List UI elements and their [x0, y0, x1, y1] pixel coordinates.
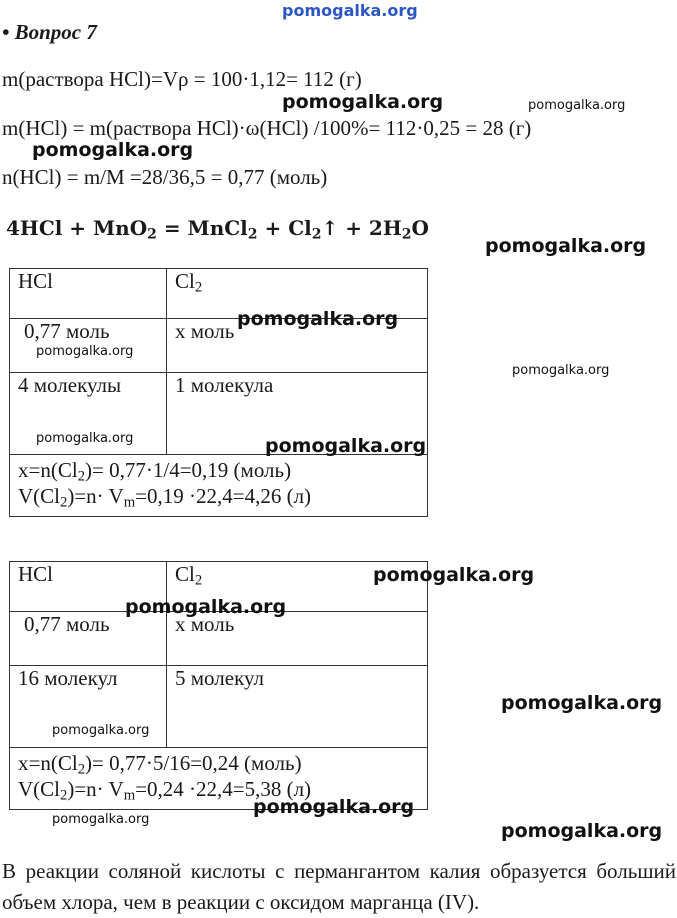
- watermark: pomogalka.org: [36, 431, 134, 446]
- formula-line-2: $V(Cl_2)=n\cdot V_m=0,24 \cdot 22,4=5,38$ (л): [18, 777, 312, 804]
- watermark: pomogalka.org: [32, 139, 194, 161]
- formula-line-1: $x=n(Cl_2)= 0,77\cdot 1/4=0,19$ (моль): [18, 458, 292, 485]
- watermark: pomogalka.org: [512, 363, 610, 378]
- equation-part: + Cl: [257, 216, 312, 240]
- watermark: pomogalka.org: [282, 91, 444, 113]
- table-formula-cell: [10, 455, 428, 517]
- watermark: pomogalka.org: [52, 723, 150, 738]
- table-header-hcl: HCl: [10, 269, 167, 319]
- subscript: 2: [147, 226, 157, 243]
- watermark: pomogalka.org: [501, 692, 663, 714]
- subscript: 2: [311, 226, 322, 243]
- subscript: 2: [247, 226, 258, 243]
- watermark: pomogalka.org: [265, 435, 427, 457]
- table-header-cl2: $Cl_2$: [167, 562, 428, 612]
- calc-line-1: m(раствора HCl)=Vρ = 100·1,12= 112 (г): [2, 67, 362, 91]
- calc-line-2: m(HCl) = m(раствора HCl)·ω(HCl) /100%= 112·0,25 = 28 (г): [2, 116, 532, 140]
- watermark: pomogalka.org: [125, 596, 287, 618]
- equation-part: 4HCl + MnO: [6, 216, 148, 240]
- table-cell: 4 молекулы: [10, 373, 167, 455]
- table-cell: x моль: [167, 319, 428, 373]
- reaction-equation: [6, 216, 429, 243]
- watermark: pomogalka.org: [52, 812, 150, 827]
- calc-line-3: n(HCl) = m/M =28/36,5 = 0,77 (моль): [2, 165, 328, 189]
- equation-part: = MnCl: [156, 216, 248, 240]
- table-cell: 0,77 моль: [10, 612, 167, 666]
- equation-part: O: [411, 216, 429, 240]
- table-cell: 0,77 моль: [10, 319, 167, 373]
- watermark-top: pomogalka.org: [282, 1, 418, 20]
- watermark: pomogalka.org: [373, 564, 535, 586]
- proportion-table-1: [9, 268, 428, 517]
- equation-part: ↑ + 2H: [321, 216, 402, 240]
- table-cell: x моль: [167, 612, 428, 666]
- formula-line-2: $V(Cl_2)=n\cdot V_m=0,19 \cdot 22,4=4,26$ (л): [18, 484, 312, 511]
- watermark: pomogalka.org: [36, 344, 134, 359]
- question-title: • Вопрос 7: [2, 20, 97, 44]
- table-cell: 16 молекул: [10, 666, 167, 748]
- watermark: pomogalka.org: [237, 308, 399, 330]
- table-cell: 1 молекула: [167, 373, 428, 455]
- subscript: 2: [401, 226, 412, 243]
- watermark: pomogalka.org: [253, 796, 415, 818]
- formula-line-1: $x=n(Cl_2)= 0,77\cdot 5/16=0,24$ (моль): [18, 751, 302, 778]
- table-header-cl2: $Cl_2$: [167, 269, 428, 319]
- table-cell: 5 молекул: [167, 666, 428, 748]
- watermark: pomogalka.org: [528, 98, 626, 113]
- conclusion-paragraph: В реакции соляной кислоты с пермангантом калия образуется больший объем хлора, чем в реакции с оксидом марганца (IV).: [2, 859, 676, 914]
- watermark: pomogalka.org: [501, 820, 663, 842]
- table-header-hcl: HCl: [10, 562, 167, 612]
- watermark: pomogalka.org: [485, 235, 647, 257]
